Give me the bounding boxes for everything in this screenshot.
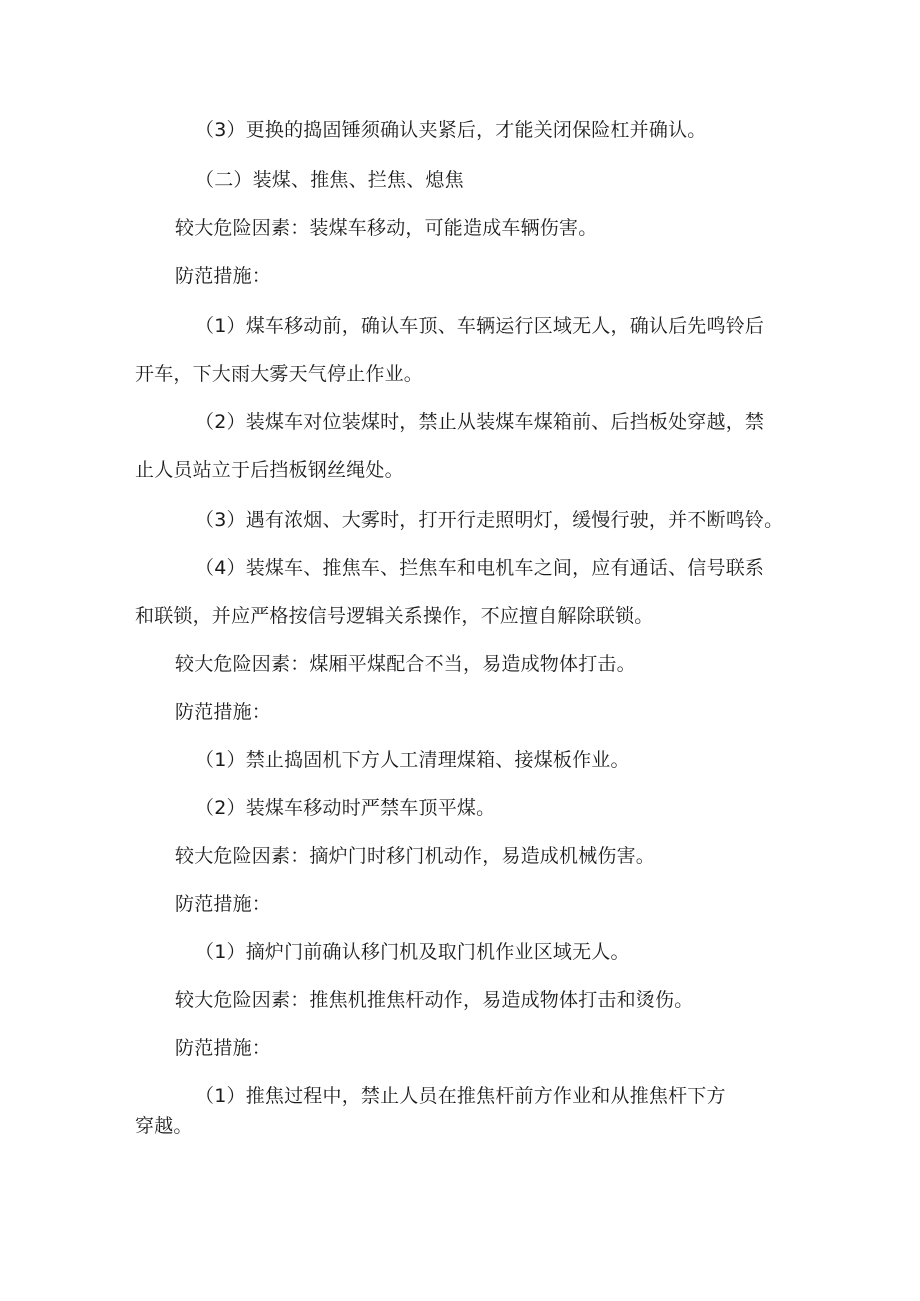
measure-item-continuation: 止人员站立于后挡板钢丝绳处。 bbox=[135, 459, 404, 481]
measures-label: 防范措施： bbox=[175, 893, 272, 915]
measure-item-continuation: 穿越。 bbox=[135, 1115, 193, 1137]
measure-item: （2）装煤车移动时严禁车顶平煤。 bbox=[195, 797, 496, 819]
measure-item: （1）推焦过程中，禁止人员在推焦杆前方作业和从推焦杆下方 bbox=[195, 1085, 726, 1107]
paragraph-line: （3）更换的捣固锤须确认夹紧后，才能关闭保险杠并确认。 bbox=[195, 119, 707, 141]
section-heading: （二）装煤、推焦、拦焦、熄焦 bbox=[195, 169, 464, 191]
measures-label: 防范措施： bbox=[175, 1037, 272, 1059]
hazard-factor: 较大危险因素：煤厢平煤配合不当，易造成物体打击。 bbox=[175, 653, 636, 675]
measure-item: （1）禁止捣固机下方人工清理煤箱、接煤板作业。 bbox=[195, 749, 630, 771]
measure-item: （4）装煤车、推焦车、拦焦车和电机车之间，应有通话、信号联系 bbox=[195, 557, 765, 579]
measure-item: （3）遇有浓烟、大雾时，打开行走照明灯，缓慢行驶，并不断鸣铃。 bbox=[195, 509, 784, 531]
measures-label: 防范措施： bbox=[175, 265, 272, 287]
measure-item-continuation: 和联锁，并应严格按信号逻辑关系操作，不应擅自解除联锁。 bbox=[135, 605, 654, 627]
measure-item-continuation: 开车，下大雨大雾天气停止作业。 bbox=[135, 363, 424, 385]
hazard-factor: 较大危险因素：摘炉门时移门机动作，易造成机械伤害。 bbox=[175, 845, 656, 867]
measure-item: （2）装煤车对位装煤时，禁止从装煤车煤箱前、后挡板处穿越，禁 bbox=[195, 411, 765, 433]
measures-label: 防范措施： bbox=[175, 701, 272, 723]
hazard-factor: 较大危险因素：装煤车移动，可能造成车辆伤害。 bbox=[175, 217, 598, 239]
measure-item: （1）煤车移动前，确认车顶、车辆运行区域无人，确认后先鸣铃后 bbox=[195, 315, 765, 337]
measure-item: （1）摘炉门前确认移门机及取门机作业区域无人。 bbox=[195, 941, 630, 963]
hazard-factor: 较大危险因素：推焦机推焦杆动作，易造成物体打击和烫伤。 bbox=[175, 989, 694, 1011]
